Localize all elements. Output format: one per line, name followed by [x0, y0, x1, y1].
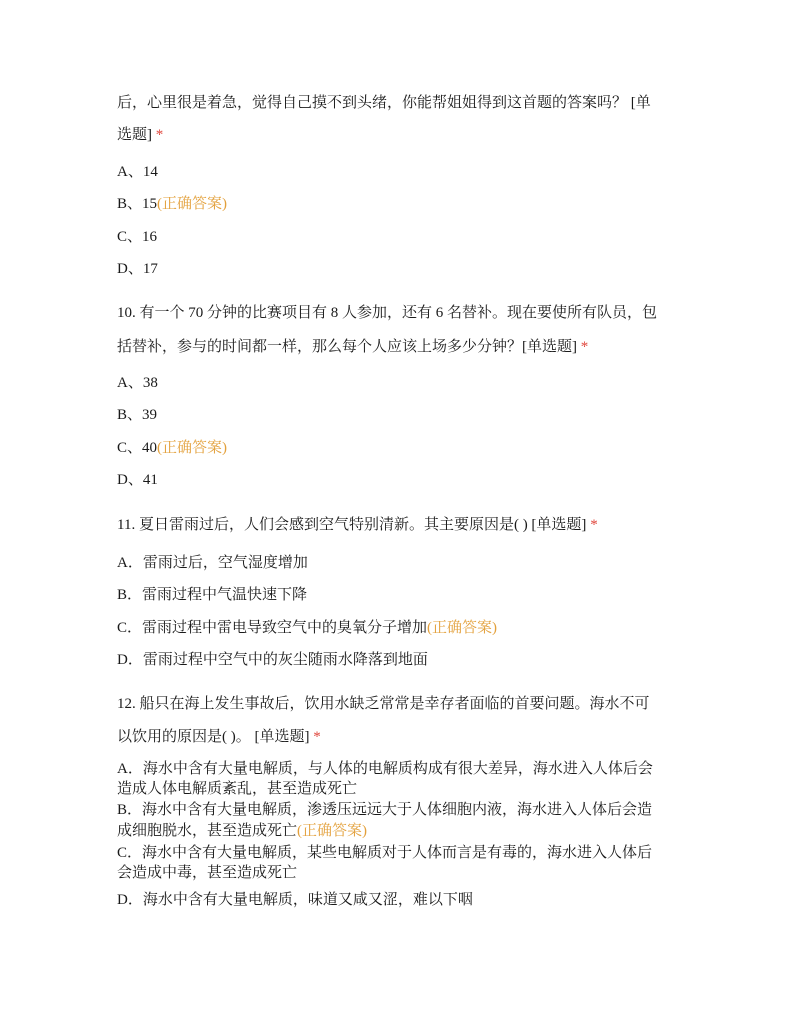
question-12-option-a-line-2: [117, 779, 687, 799]
question-11-option-c: [117, 618, 687, 638]
option-label: A、14: [117, 164, 158, 180]
question-11-option-a: [117, 553, 687, 573]
option-label: B．雷雨过程中气温快速下降: [117, 587, 308, 603]
option-label: A．雷雨过后，空气湿度增加: [117, 555, 308, 571]
question-9-option-d: [117, 259, 687, 279]
question-text: 10. 有一个 70 分钟的比赛项目有 8 人参加，还有 6 名替补。现在要使所有队员，包: [117, 305, 658, 321]
option-label: A、38: [117, 375, 158, 391]
question-10-option-b: [117, 405, 687, 425]
question-10-text-line-1: [117, 303, 687, 323]
option-label: 会造成中毒，甚至造成死亡: [117, 865, 298, 881]
required-mark: *: [313, 729, 321, 745]
question-9-option-b: [117, 194, 687, 214]
question-12-option-c-line-2: [117, 863, 687, 883]
correct-answer-tag: (正确答案): [427, 620, 498, 636]
question-9-option-a: [117, 162, 687, 182]
option-label: C、16: [117, 229, 158, 245]
option-label: 造成人体电解质紊乱，甚至造成死亡: [117, 781, 358, 797]
question-10-option-d: [117, 470, 687, 490]
question-text: 11. 夏日雷雨过后，人们会感到空气特别清新。其主要原因是( ) [单选题]: [117, 517, 587, 533]
option-label: B、39: [117, 407, 158, 423]
option-label: C．雷雨过程中雷电导致空气中的臭氧分子增加: [117, 620, 428, 636]
option-label: 成细胞脱水，甚至造成死亡: [117, 823, 298, 839]
question-text: 后，心里很是着急，觉得自己摸不到头绪，你能帮姐姐得到这首题的答案吗？ [单: [117, 95, 651, 111]
question-12-option-a-line-1: [117, 759, 687, 779]
question-12-option-b-line-2: [117, 821, 687, 841]
question-text: 括替补，参与的时间都一样，那么每个人应该上场多少分钟？[单选题]: [117, 339, 577, 355]
question-12-option-c-line-1: [117, 843, 687, 863]
question-12-option-b-line-1: [117, 800, 687, 820]
option-label: D、17: [117, 261, 158, 277]
correct-answer-tag: (正确答案): [157, 440, 228, 456]
question-11-text-line-1: [117, 515, 687, 535]
question-12-text-line-2: [117, 727, 687, 747]
option-label: D、41: [117, 472, 158, 488]
correct-answer-tag: (正确答案): [157, 196, 228, 212]
question-10-text-line-2: [117, 337, 687, 357]
question-9-text-line-1: [117, 93, 687, 113]
question-text: 以饮用的原因是( )。 [单选题]: [117, 729, 310, 745]
question-9-text-line-2: [117, 125, 687, 145]
question-10-option-c: [117, 438, 687, 458]
question-text: 选题]: [117, 127, 152, 143]
question-12-text-line-1: [117, 694, 687, 714]
question-11-option-b: [117, 585, 687, 605]
option-label: C、40: [117, 440, 158, 456]
option-label: A．海水中含有大量电解质，与人体的电解质构成有很大差异，海水进入人体后会: [117, 761, 653, 777]
option-label: B、15: [117, 196, 158, 212]
correct-answer-tag: (正确答案): [297, 823, 368, 839]
required-mark: *: [155, 127, 164, 143]
question-11-option-d: [117, 650, 687, 670]
question-10-option-a: [117, 373, 687, 393]
option-label: B．海水中含有大量电解质，渗透压远远大于人体细胞内液，海水进入人体后会造: [117, 802, 653, 818]
required-mark: *: [590, 517, 598, 533]
option-label: C．海水中含有大量电解质，某些电解质对于人体而言是有毒的，海水进入人体后: [117, 845, 653, 861]
option-label: D．海水中含有大量电解质，味道又咸又涩，难以下咽: [117, 892, 473, 908]
option-label: D．雷雨过程中空气中的灰尘随雨水降落到地面: [117, 652, 428, 668]
question-text: 12. 船只在海上发生事故后，饮用水缺乏常常是幸存者面临的首要问题。海水不可: [117, 696, 650, 712]
question-9-option-c: [117, 227, 687, 247]
required-mark: *: [580, 339, 589, 355]
question-12-option-d: [117, 890, 687, 910]
